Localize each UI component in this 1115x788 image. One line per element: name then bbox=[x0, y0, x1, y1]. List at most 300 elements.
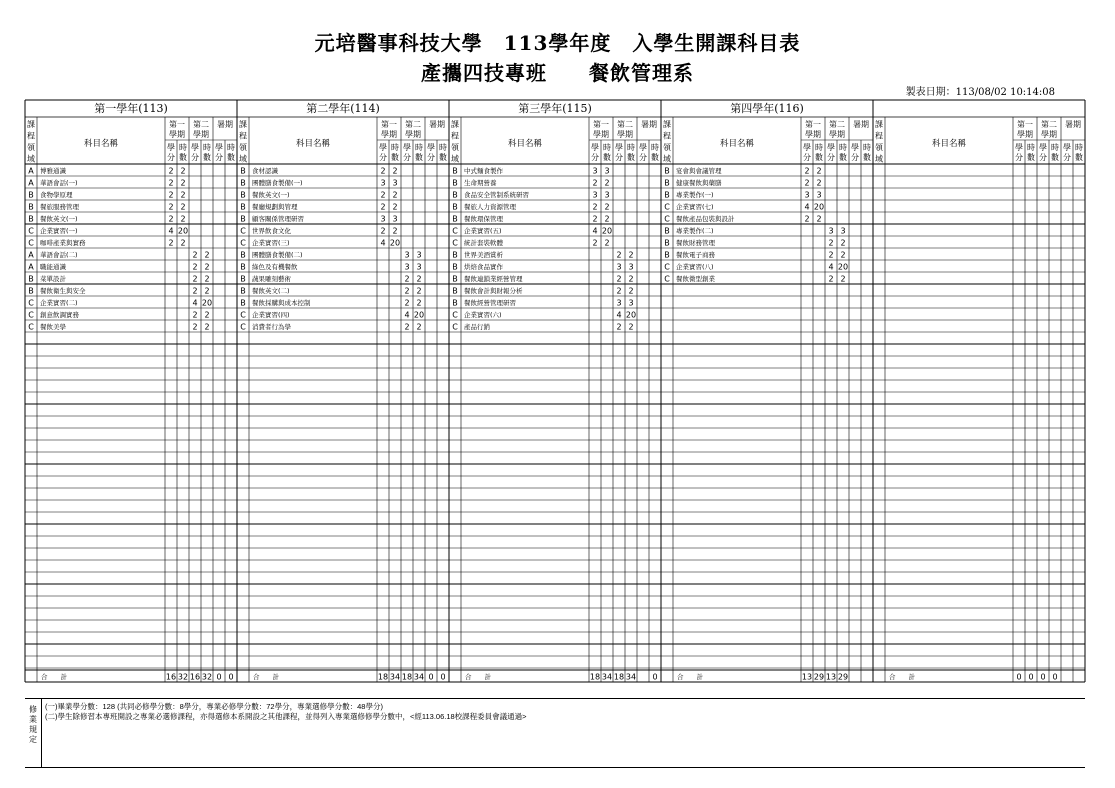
totals-label: 合 計 bbox=[41, 673, 67, 681]
semester-header: 第一 bbox=[805, 120, 821, 129]
course-value: 3 bbox=[392, 214, 398, 224]
course-domain: C bbox=[452, 226, 458, 236]
totals-value: 34 bbox=[625, 672, 637, 682]
course-value: 3 bbox=[828, 226, 834, 236]
totals-value: 0 bbox=[228, 672, 234, 682]
course-value: 2 bbox=[192, 262, 198, 272]
course-name: 餐飲環保管理 bbox=[464, 215, 503, 223]
semester-header: 暑期 bbox=[1065, 120, 1081, 129]
course-name: 企業實習(三) bbox=[252, 239, 290, 247]
hours-header: 數 bbox=[203, 153, 211, 162]
semester-header: 第二 bbox=[193, 120, 209, 129]
course-domain: B bbox=[240, 298, 246, 308]
course-value: 3 bbox=[404, 262, 410, 272]
made-date: 製表日期：113/08/02 10:14:08 bbox=[905, 87, 1055, 98]
credits-header: 分 bbox=[215, 153, 223, 162]
domain-header: 課 bbox=[451, 120, 459, 129]
course-name: 餐飲財務管理 bbox=[676, 239, 715, 247]
domain-header: 課 bbox=[663, 120, 671, 129]
semester-header: 學期 bbox=[1017, 130, 1033, 139]
course-value: 2 bbox=[828, 274, 834, 284]
course-name: 統計套裝軟體 bbox=[464, 239, 503, 247]
course-value: 3 bbox=[404, 250, 410, 260]
course-domain: B bbox=[452, 166, 458, 176]
course-domain: B bbox=[452, 298, 458, 308]
totals-value: 34 bbox=[601, 672, 613, 682]
semester-header: 學期 bbox=[405, 130, 421, 139]
course-name: 餐旅人力資源管理 bbox=[464, 203, 516, 211]
course-value: 2 bbox=[204, 286, 210, 296]
course-name: 企業實習(四) bbox=[252, 311, 290, 319]
course-domain: B bbox=[240, 178, 246, 188]
page-subtitle: 產攜四技專班 餐飲管理系 bbox=[421, 61, 694, 85]
course-value: 2 bbox=[816, 214, 822, 224]
page-title: 元培醫事科技大學 113學年度 入學生開課科目表 bbox=[314, 31, 801, 55]
totals-value: 18 bbox=[401, 672, 413, 682]
credits-header: 學 bbox=[827, 143, 835, 152]
course-value: 2 bbox=[380, 166, 386, 176]
course-value: 2 bbox=[416, 322, 422, 332]
course-value: 2 bbox=[168, 190, 174, 200]
course-value: 2 bbox=[592, 202, 598, 212]
course-value: 2 bbox=[628, 286, 634, 296]
course-name: 團體膳食製備(一) bbox=[252, 179, 303, 187]
course-name: 餐飲微型創業 bbox=[676, 275, 715, 283]
course-name-header: 科目名稱 bbox=[507, 139, 543, 149]
semester-header: 第二 bbox=[829, 120, 845, 129]
totals-label: 合 計 bbox=[677, 673, 703, 681]
course-domain: B bbox=[664, 178, 670, 188]
course-value: 20 bbox=[413, 310, 425, 320]
course-value: 2 bbox=[804, 214, 810, 224]
course-domain: B bbox=[240, 262, 246, 272]
course-domain: B bbox=[664, 166, 670, 176]
totals-label: 合 計 bbox=[889, 673, 915, 681]
course-value: 2 bbox=[192, 286, 198, 296]
course-value: 2 bbox=[192, 274, 198, 284]
totals-value: 0 bbox=[1028, 672, 1034, 682]
course-value: 20 bbox=[177, 226, 189, 236]
semester-header: 第二 bbox=[617, 120, 633, 129]
totals-value: 32 bbox=[177, 672, 189, 682]
hours-header: 數 bbox=[1051, 153, 1059, 162]
course-value: 2 bbox=[804, 178, 810, 188]
hours-header: 時 bbox=[391, 143, 399, 152]
domain-header: 域 bbox=[663, 154, 671, 164]
semester-header: 學期 bbox=[1041, 130, 1057, 139]
course-value: 2 bbox=[392, 226, 398, 236]
course-value: 2 bbox=[168, 202, 174, 212]
totals-value: 29 bbox=[813, 672, 825, 682]
course-value: 20 bbox=[601, 226, 613, 236]
totals-value: 16 bbox=[165, 672, 177, 682]
course-value: 2 bbox=[380, 226, 386, 236]
course-value: 20 bbox=[625, 310, 637, 320]
semester-header: 第一 bbox=[1017, 120, 1033, 129]
course-value: 2 bbox=[592, 238, 598, 248]
domain-header: 程 bbox=[663, 131, 671, 141]
course-value: 20 bbox=[837, 262, 849, 272]
domain-header: 領 bbox=[239, 143, 247, 152]
hours-header: 時 bbox=[1027, 143, 1035, 152]
course-value: 2 bbox=[392, 190, 398, 200]
hours-header: 時 bbox=[815, 143, 823, 152]
course-value: 2 bbox=[192, 322, 198, 332]
course-domain: C bbox=[28, 238, 34, 248]
course-name: 食物學原理 bbox=[40, 191, 73, 199]
course-value: 4 bbox=[616, 310, 622, 320]
course-domain: C bbox=[664, 262, 670, 272]
course-value: 2 bbox=[816, 178, 822, 188]
hours-header: 數 bbox=[391, 153, 399, 162]
course-value: 2 bbox=[180, 202, 186, 212]
course-name: 華語會話(一) bbox=[40, 179, 78, 187]
course-domain: B bbox=[664, 238, 670, 248]
course-value: 2 bbox=[592, 178, 598, 188]
domain-header: 領 bbox=[27, 143, 35, 152]
course-value: 2 bbox=[628, 322, 634, 332]
course-domain: B bbox=[664, 250, 670, 260]
totals-label: 合 計 bbox=[253, 673, 279, 681]
hours-header: 時 bbox=[603, 143, 611, 152]
course-value: 2 bbox=[168, 214, 174, 224]
credits-header: 分 bbox=[827, 153, 835, 162]
course-value: 3 bbox=[628, 298, 634, 308]
hours-header: 數 bbox=[439, 153, 447, 162]
course-value: 2 bbox=[828, 250, 834, 260]
totals-value: 13 bbox=[801, 672, 813, 682]
course-domain: B bbox=[452, 262, 458, 272]
course-value: 2 bbox=[592, 214, 598, 224]
course-value: 2 bbox=[616, 286, 622, 296]
course-value: 2 bbox=[604, 214, 610, 224]
course-value: 2 bbox=[404, 274, 410, 284]
course-name: 企業實習(二) bbox=[40, 299, 78, 307]
course-value: 2 bbox=[816, 166, 822, 176]
hours-header: 數 bbox=[1027, 153, 1035, 162]
credits-header: 分 bbox=[851, 153, 859, 162]
course-domain: B bbox=[240, 190, 246, 200]
graduation-rules-label: 修 業 規 定 bbox=[25, 699, 42, 767]
course-value: 2 bbox=[180, 214, 186, 224]
totals-value: 16 bbox=[189, 672, 201, 682]
course-name: 餐飲連鎖業經營管理 bbox=[464, 275, 523, 283]
course-name: 咖啡產業與實務 bbox=[40, 239, 86, 247]
year-title: 第一學年(113) bbox=[94, 102, 168, 115]
course-value: 3 bbox=[380, 214, 386, 224]
credits-header: 學 bbox=[403, 143, 411, 152]
course-name: 餐飲採購與成本控制 bbox=[252, 299, 311, 307]
course-value: 20 bbox=[813, 202, 825, 212]
credits-header: 分 bbox=[379, 153, 387, 162]
course-value: 3 bbox=[416, 250, 422, 260]
course-name: 企業實習(五) bbox=[464, 227, 502, 235]
semester-header: 學期 bbox=[593, 130, 609, 139]
domain-header: 程 bbox=[239, 131, 247, 141]
year-title: 第二學年(114) bbox=[306, 102, 380, 115]
credits-header: 分 bbox=[591, 153, 599, 162]
semester-header: 暑期 bbox=[217, 120, 233, 129]
course-value: 2 bbox=[168, 166, 174, 176]
credits-header: 學 bbox=[427, 143, 435, 152]
credits-header: 分 bbox=[191, 153, 199, 162]
course-value: 3 bbox=[628, 262, 634, 272]
course-value: 20 bbox=[201, 298, 213, 308]
semester-header: 學期 bbox=[169, 130, 185, 139]
domain-header: 域 bbox=[239, 154, 247, 164]
course-name: 華語會話(二) bbox=[40, 251, 78, 259]
course-domain: C bbox=[28, 226, 34, 236]
course-name: 專業製作(二) bbox=[676, 227, 714, 235]
credits-header: 分 bbox=[403, 153, 411, 162]
credits-header: 學 bbox=[639, 143, 647, 152]
credits-header: 學 bbox=[615, 143, 623, 152]
course-domain: A bbox=[28, 178, 34, 188]
course-value: 2 bbox=[180, 166, 186, 176]
domain-header: 域 bbox=[27, 154, 35, 164]
course-value: 2 bbox=[392, 166, 398, 176]
domain-header: 域 bbox=[451, 154, 459, 164]
hours-header: 數 bbox=[815, 153, 823, 162]
course-value: 2 bbox=[828, 238, 834, 248]
course-value: 2 bbox=[840, 274, 846, 284]
totals-value: 34 bbox=[389, 672, 401, 682]
course-name: 企業實習(七) bbox=[676, 203, 714, 211]
credits-header: 分 bbox=[615, 153, 623, 162]
totals-value: 0 bbox=[1040, 672, 1046, 682]
course-domain: C bbox=[240, 226, 246, 236]
credits-header: 學 bbox=[167, 143, 175, 152]
totals-value: 32 bbox=[201, 672, 213, 682]
hours-header: 時 bbox=[415, 143, 423, 152]
credits-header: 分 bbox=[427, 153, 435, 162]
course-value: 2 bbox=[380, 190, 386, 200]
course-value: 3 bbox=[840, 226, 846, 236]
course-value: 2 bbox=[616, 250, 622, 260]
course-domain: B bbox=[240, 274, 246, 284]
totals-value: 0 bbox=[652, 672, 658, 682]
course-name: 世界美酒賞析 bbox=[464, 251, 503, 259]
course-name: 綠色及有機餐飲 bbox=[252, 263, 298, 271]
hours-header: 時 bbox=[1051, 143, 1059, 152]
totals-value: 0 bbox=[440, 672, 446, 682]
course-value: 3 bbox=[392, 178, 398, 188]
semester-header: 第二 bbox=[405, 120, 421, 129]
course-domain: C bbox=[28, 310, 34, 320]
course-value: 2 bbox=[180, 238, 186, 248]
semester-header: 學期 bbox=[617, 130, 633, 139]
course-domain: A bbox=[28, 166, 34, 176]
course-name: 健康餐飲與藥膳 bbox=[676, 179, 722, 187]
credits-header: 分 bbox=[1039, 153, 1047, 162]
credits-header: 分 bbox=[803, 153, 811, 162]
course-name: 餐飲美學 bbox=[40, 323, 66, 331]
course-value: 3 bbox=[616, 298, 622, 308]
course-name-header: 科目名稱 bbox=[719, 139, 755, 149]
hours-header: 時 bbox=[179, 143, 187, 152]
course-domain: C bbox=[452, 310, 458, 320]
credits-header: 學 bbox=[191, 143, 199, 152]
domain-header: 課 bbox=[875, 120, 883, 129]
hours-header: 時 bbox=[863, 143, 871, 152]
hours-header: 數 bbox=[651, 153, 659, 162]
course-value: 2 bbox=[840, 250, 846, 260]
semester-header: 學期 bbox=[193, 130, 209, 139]
course-name: 企業實習(六) bbox=[464, 311, 502, 319]
course-value: 2 bbox=[192, 250, 198, 260]
domain-header: 程 bbox=[875, 131, 883, 141]
course-name: 食材認識 bbox=[252, 167, 278, 175]
hours-header: 數 bbox=[227, 153, 235, 162]
credits-header: 學 bbox=[591, 143, 599, 152]
course-value: 2 bbox=[604, 202, 610, 212]
domain-header: 領 bbox=[451, 143, 459, 152]
course-value: 4 bbox=[380, 238, 386, 248]
course-domain: B bbox=[28, 202, 34, 212]
course-name: 生命期營養 bbox=[464, 179, 497, 187]
totals-value: 29 bbox=[837, 672, 849, 682]
course-value: 2 bbox=[404, 322, 410, 332]
credits-header: 學 bbox=[1039, 143, 1047, 152]
totals-value: 0 bbox=[1052, 672, 1058, 682]
course-domain: C bbox=[28, 298, 34, 308]
course-value: 2 bbox=[416, 286, 422, 296]
course-domain: B bbox=[452, 274, 458, 284]
course-name: 餐旅服務管理 bbox=[40, 203, 79, 211]
course-domain: C bbox=[452, 238, 458, 248]
course-value: 2 bbox=[628, 250, 634, 260]
course-domain: B bbox=[240, 286, 246, 296]
rule-line-1: (一)畢業學分數：128 (共同必修學分數：8學分，專業必修學分數：72學分，專業選修學分數：48學分) bbox=[45, 702, 383, 711]
hours-header: 數 bbox=[415, 153, 423, 162]
course-domain: B bbox=[240, 166, 246, 176]
semester-header: 第二 bbox=[1041, 120, 1057, 129]
course-domain: A bbox=[28, 262, 34, 272]
course-value: 20 bbox=[389, 238, 401, 248]
semester-header: 學期 bbox=[829, 130, 845, 139]
course-name: 消費者行為學 bbox=[252, 323, 291, 331]
course-name: 產品行銷 bbox=[464, 323, 490, 331]
semester-header: 第一 bbox=[169, 120, 185, 129]
course-name: 博雅通識 bbox=[40, 167, 66, 175]
course-value: 2 bbox=[416, 298, 422, 308]
course-value: 2 bbox=[804, 166, 810, 176]
domain-header: 程 bbox=[451, 131, 459, 141]
course-domain: B bbox=[452, 202, 458, 212]
course-domain: B bbox=[28, 274, 34, 284]
course-value: 2 bbox=[404, 298, 410, 308]
course-name: 餐飲電子商務 bbox=[676, 251, 715, 259]
course-name: 專業製作(一) bbox=[676, 191, 714, 199]
course-domain: B bbox=[240, 214, 246, 224]
course-domain: C bbox=[240, 322, 246, 332]
course-value: 2 bbox=[604, 178, 610, 188]
course-domain: C bbox=[28, 322, 34, 332]
hours-header: 數 bbox=[863, 153, 871, 162]
course-domain: B bbox=[28, 190, 34, 200]
credits-header: 學 bbox=[1015, 143, 1023, 152]
course-domain: B bbox=[452, 214, 458, 224]
course-domain: B bbox=[452, 178, 458, 188]
course-name: 菜單設計 bbox=[40, 275, 66, 283]
course-name: 餐飲產品包裝與設計 bbox=[676, 215, 735, 223]
course-value: 2 bbox=[616, 274, 622, 284]
course-value: 2 bbox=[180, 178, 186, 188]
hours-header: 數 bbox=[839, 153, 847, 162]
course-value: 4 bbox=[168, 226, 174, 236]
domain-header: 課 bbox=[239, 120, 247, 129]
course-domain: C bbox=[240, 310, 246, 320]
course-domain: C bbox=[664, 274, 670, 284]
totals-value: 0 bbox=[1016, 672, 1022, 682]
totals-label: 合 計 bbox=[465, 673, 491, 681]
totals-value: 34 bbox=[413, 672, 425, 682]
course-value: 2 bbox=[392, 202, 398, 212]
course-name: 顧客關係管理研習 bbox=[252, 215, 304, 223]
course-value: 2 bbox=[204, 322, 210, 332]
hours-header: 時 bbox=[439, 143, 447, 152]
domain-header: 域 bbox=[875, 154, 883, 164]
course-value: 2 bbox=[192, 310, 198, 320]
course-name-header: 科目名稱 bbox=[931, 139, 967, 149]
course-name: 餐飲英文(一) bbox=[40, 215, 78, 223]
course-value: 4 bbox=[592, 226, 598, 236]
course-name: 餐飲會計與財報分析 bbox=[464, 287, 523, 295]
course-domain: B bbox=[452, 250, 458, 260]
course-domain: B bbox=[664, 190, 670, 200]
domain-header: 課 bbox=[27, 120, 35, 129]
credits-header: 分 bbox=[167, 153, 175, 162]
course-value: 4 bbox=[828, 262, 834, 272]
course-value: 3 bbox=[592, 166, 598, 176]
hours-header: 時 bbox=[1075, 143, 1083, 152]
course-value: 4 bbox=[804, 202, 810, 212]
course-value: 2 bbox=[204, 262, 210, 272]
course-value: 2 bbox=[840, 238, 846, 248]
course-value: 3 bbox=[816, 190, 822, 200]
credits-header: 分 bbox=[639, 153, 647, 162]
course-domain: C bbox=[240, 238, 246, 248]
course-value: 2 bbox=[168, 178, 174, 188]
year-title: 第三學年(115) bbox=[518, 102, 592, 115]
course-value: 2 bbox=[204, 310, 210, 320]
course-name: 宴會與會議管理 bbox=[676, 167, 722, 175]
credits-header: 分 bbox=[1063, 153, 1071, 162]
semester-header: 暑期 bbox=[641, 120, 657, 129]
course-value: 2 bbox=[380, 202, 386, 212]
year-title: 第四學年(116) bbox=[730, 102, 804, 115]
course-value: 2 bbox=[404, 286, 410, 296]
hours-header: 數 bbox=[1075, 153, 1083, 162]
course-value: 2 bbox=[204, 250, 210, 260]
course-domain: C bbox=[664, 202, 670, 212]
totals-value: 0 bbox=[428, 672, 434, 682]
course-value: 3 bbox=[804, 190, 810, 200]
course-value: 3 bbox=[592, 190, 598, 200]
semester-header: 第一 bbox=[381, 120, 397, 129]
course-domain: B bbox=[28, 286, 34, 296]
course-value: 3 bbox=[604, 166, 610, 176]
course-domain: B bbox=[240, 202, 246, 212]
semester-header: 學期 bbox=[805, 130, 821, 139]
course-name-header: 科目名稱 bbox=[83, 139, 119, 149]
course-name: 團體膳食製備(二) bbox=[252, 251, 303, 259]
course-name: 餐飲英文(一) bbox=[252, 191, 290, 199]
hours-header: 時 bbox=[227, 143, 235, 152]
course-name-header: 科目名稱 bbox=[295, 139, 331, 149]
hours-header: 時 bbox=[839, 143, 847, 152]
course-value: 3 bbox=[604, 190, 610, 200]
